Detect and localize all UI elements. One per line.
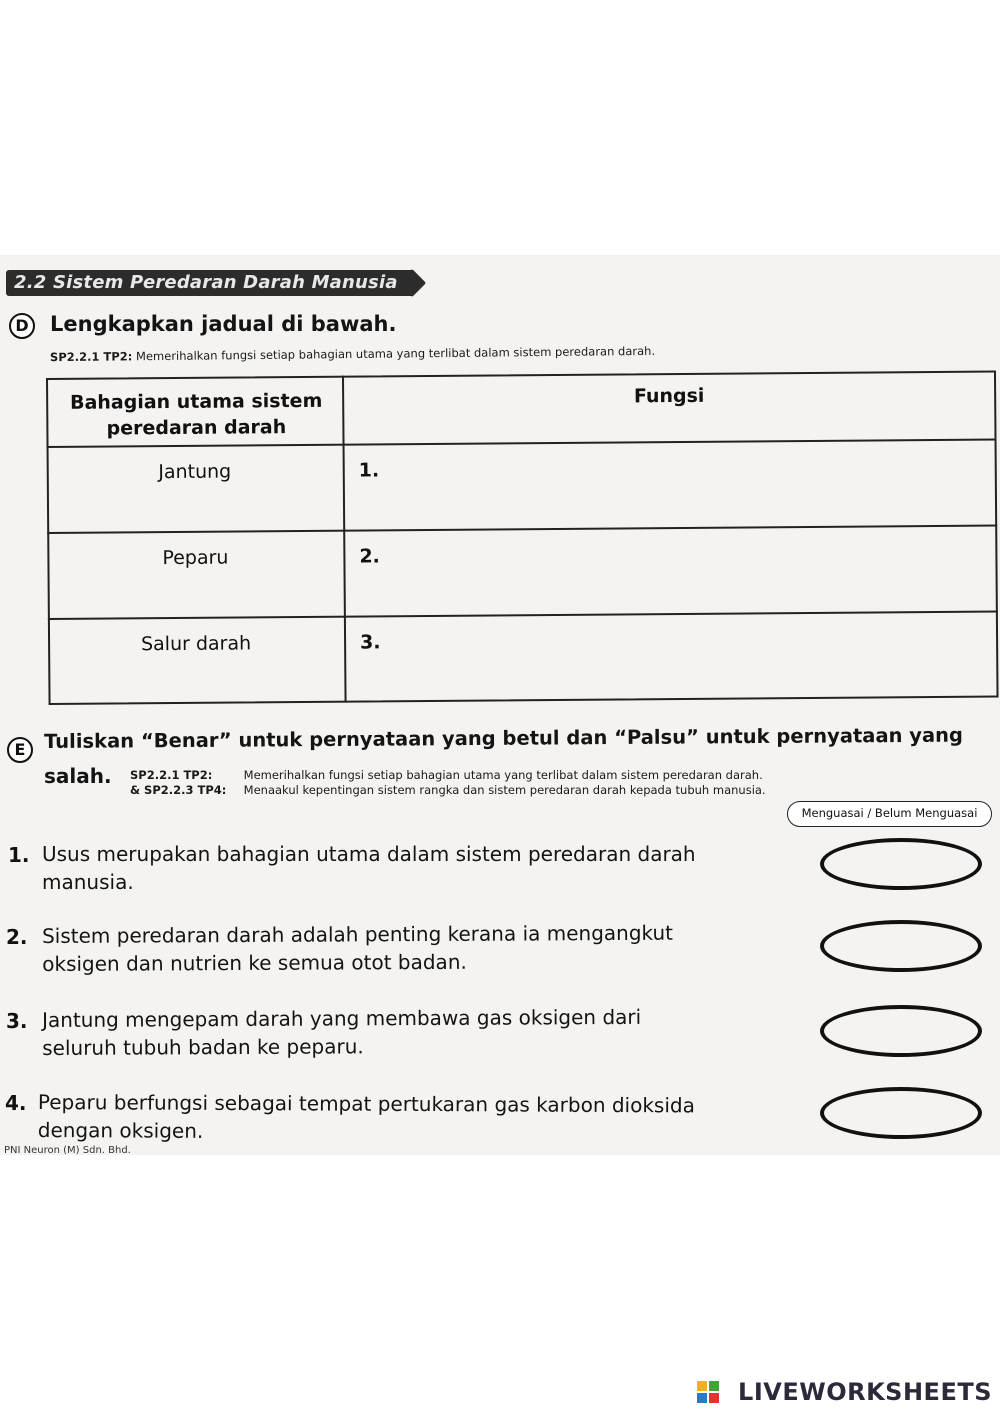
section-tag: [6, 270, 414, 296]
answer-field-3[interactable]: [380, 624, 980, 686]
answer-field-1[interactable]: [380, 452, 980, 514]
statement-line: Peparu berfungsi sebagai tempat pertukaran gas karbon dioksida: [37, 1090, 695, 1118]
section-e-sp2-code: & SP2.2.3 TP4:: [130, 783, 227, 797]
mastery-status: Menguasai / Belum Menguasai: [787, 801, 992, 827]
statement-line: Usus merupakan bahagian utama dalam sistem peredaran darah: [42, 842, 696, 866]
statement-line: seluruh tubuh badan ke peparu.: [42, 1034, 364, 1060]
section-d-sp-text: Memerihalkan fungsi setiap bahagian utama yang terlibat dalam sistem peredaran darah.: [135, 343, 656, 364]
statement-text: [42, 1003, 641, 1062]
statement-line: oksigen dan nutrien ke semua otot badan.: [42, 949, 467, 976]
statement-text: [42, 840, 696, 896]
table-header-function: Fungsi: [633, 384, 705, 408]
statement-number: 1.: [8, 843, 30, 867]
section-e-heading-cont: salah.: [44, 764, 112, 788]
statement-number: 3.: [6, 1009, 28, 1033]
table-row-part: Salur darah: [140, 632, 252, 656]
table-row-part: Jantung: [158, 460, 232, 484]
statement-number: 4.: [5, 1091, 27, 1115]
section-d-badge: D: [9, 313, 35, 339]
answer-field-2[interactable]: [380, 538, 980, 600]
answer-oval-1[interactable]: [820, 838, 982, 890]
table-row-part: Peparu: [162, 546, 229, 570]
section-e-sp1-text: Memerihalkan fungsi setiap bahagian utama yang terlibat dalam sistem peredaran darah.: [243, 768, 763, 782]
answer-oval-4[interactable]: [820, 1087, 982, 1139]
publisher-footer: PNI Neuron (M) Sdn. Bhd.: [4, 1145, 131, 1156]
liveworksheets-logo-icon: [697, 1381, 719, 1403]
statement-line: dengan oksigen.: [37, 1117, 204, 1143]
section-tag-label: 2.2 Sistem Peredaran Darah Manusia: [14, 272, 398, 293]
answer-oval-2[interactable]: [820, 920, 982, 972]
statement-line: manusia.: [42, 870, 134, 894]
statement-text: [42, 919, 673, 978]
section-d-heading: Lengkapkan jadual di bawah.: [50, 312, 397, 336]
statement-text: [38, 1088, 695, 1147]
section-e-sp1: [130, 768, 763, 782]
section-e-sp2-text: Menaakul kepentingan sistem rangka dan sistem peredaran darah kepada tubuh manusia.: [243, 783, 766, 797]
answer-oval-3[interactable]: [820, 1005, 982, 1057]
statement-line: Jantung mengepam darah yang membawa gas oksigen dari: [42, 1004, 642, 1032]
statement-number: 2.: [6, 925, 28, 949]
section-e-sp1-code: SP2.2.1 TP2:: [130, 768, 213, 782]
liveworksheets-brand: LIVEWORKSHEETS: [738, 1378, 992, 1406]
section-d-sp-code: SP2.2.1 TP2:: [49, 349, 133, 365]
section-e-sp2: [130, 783, 766, 797]
table-row-number: 3.: [360, 631, 381, 654]
table-header-part: Bahagian utama sistem peredaran darah: [69, 389, 323, 440]
table-row-number: 1.: [358, 459, 380, 482]
statement-line: Sistem peredaran darah adalah penting kerana ia mengangkut: [42, 920, 674, 948]
section-e-badge: E: [7, 737, 33, 763]
table-row-number: 2.: [359, 545, 380, 568]
section-e-heading: Tuliskan “Benar” untuk pernyataan yang betul dan “Palsu” untuk pernyataan yang: [44, 723, 964, 753]
